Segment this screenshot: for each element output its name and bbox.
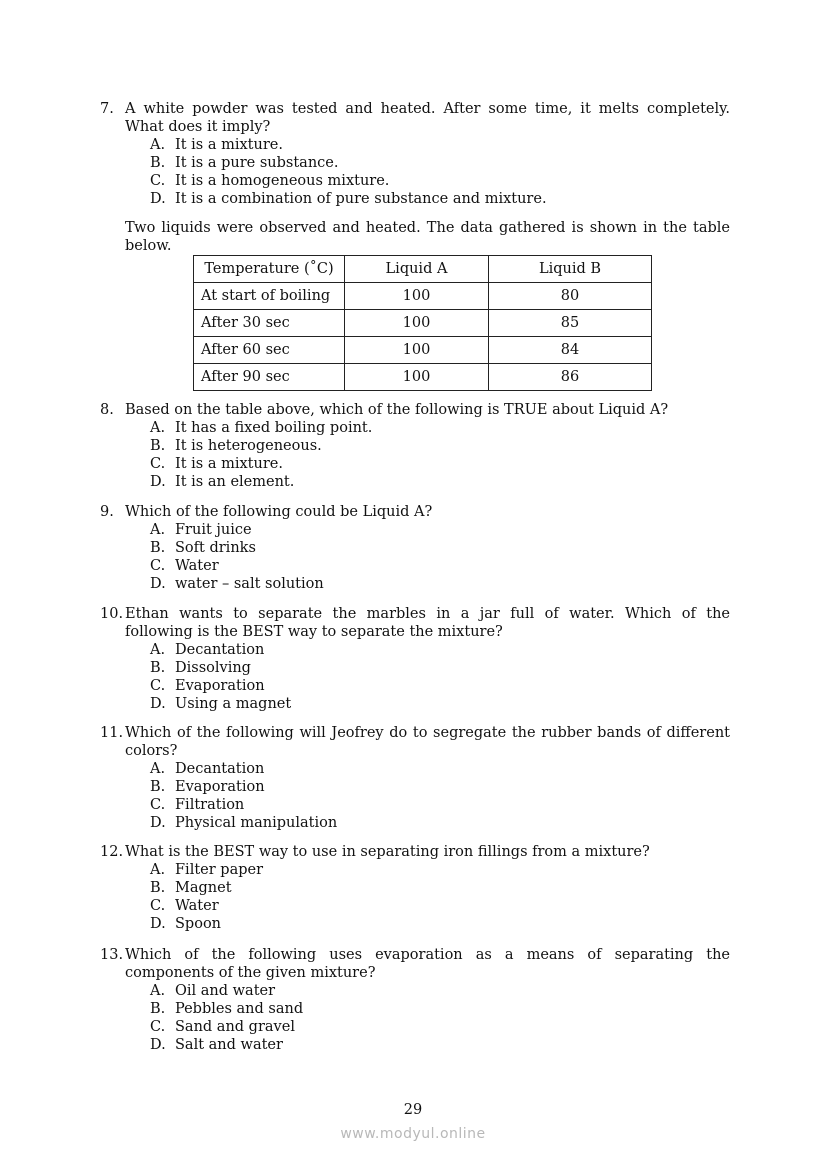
watermark-link[interactable]: www.modyul.online	[340, 1126, 486, 1142]
table-header-row	[194, 256, 652, 283]
option-c: C. It is a homogeneous mixture.	[150, 173, 390, 189]
question-number: 11.	[100, 725, 124, 741]
question-number: 9.	[100, 504, 114, 520]
table-row: After 90 sec 100 86	[194, 364, 652, 391]
table-header: Liquid A	[345, 256, 489, 283]
options-list	[100, 641, 730, 713]
option-d: D. Using a magnet	[150, 696, 292, 712]
table-row: After 30 sec 100 85	[194, 310, 652, 337]
question-number: 13.	[100, 947, 124, 963]
option-b: B. Magnet	[150, 880, 232, 896]
options-list	[100, 982, 730, 1054]
question-8	[100, 401, 730, 491]
option-c: C. Water	[150, 558, 219, 574]
table-header: Liquid B	[489, 256, 652, 283]
question-text: following is the BEST way to separate the mixture?	[125, 624, 503, 640]
option-a: A. It has a fixed boiling point.	[150, 420, 373, 436]
options-list	[100, 760, 730, 832]
question-9	[100, 503, 730, 593]
question-12	[100, 843, 730, 933]
option-b: B. It is a pure substance.	[150, 155, 339, 171]
question-13	[100, 946, 730, 1054]
option-d: D. Spoon	[150, 916, 222, 932]
option-d: D. It is a combination of pure substance and mixture.	[150, 191, 547, 207]
option-c: C. Water	[150, 898, 219, 914]
option-d: D. water – salt solution	[150, 576, 324, 592]
option-c: C. It is a mixture.	[150, 456, 283, 472]
page-number: 29	[403, 1102, 423, 1118]
question-text: What does it imply?	[125, 119, 271, 135]
question-text: A white powder was tested and heated. After some time, it melts completely.	[125, 101, 730, 117]
table-intro-passage: Two liquids were observed and heated. The data gathered is shown in the table below.	[125, 220, 730, 254]
question-text: Which of the following could be Liquid A?	[125, 504, 433, 520]
question-number: 7.	[100, 101, 114, 117]
question-number: 8.	[100, 402, 114, 418]
option-c: C. Filtration	[150, 797, 245, 813]
boiling-data-table	[193, 255, 652, 391]
question-number: 10.	[100, 606, 124, 622]
option-c: C. Sand and gravel	[150, 1019, 295, 1035]
table-row: At start of boiling 100 80	[194, 283, 652, 310]
option-a: A. Decantation	[150, 642, 265, 658]
option-b: B. Soft drinks	[150, 540, 256, 556]
option-d: D. It is an element.	[150, 474, 295, 490]
option-d: D. Salt and water	[150, 1037, 283, 1053]
question-text: components of the given mixture?	[125, 965, 376, 981]
option-b: B. Evaporation	[150, 779, 265, 795]
option-b: B. Dissolving	[150, 660, 251, 676]
question-10	[100, 605, 730, 713]
option-c: C. Evaporation	[150, 678, 265, 694]
question-text: Which of the following uses evaporation as a means of separating the	[125, 947, 730, 963]
option-a: A. Filter paper	[150, 862, 264, 878]
options-list	[100, 419, 730, 491]
question-text: What is the BEST way to use in separating iron fillings from a mixture?	[125, 844, 650, 860]
question-text: Ethan wants to separate the marbles in a jar full of water. Which of the	[125, 606, 730, 622]
option-b: B. Pebbles and sand	[150, 1001, 304, 1017]
options-list	[100, 521, 730, 593]
table-header: Temperature (˚C)	[194, 256, 345, 283]
table-row: After 60 sec 100 84	[194, 337, 652, 364]
question-7	[100, 100, 730, 208]
option-b: B. It is heterogeneous.	[150, 438, 322, 454]
question-number: 12.	[100, 844, 124, 860]
option-a: A. Oil and water	[150, 983, 276, 999]
option-a: A. Decantation	[150, 761, 265, 777]
option-d: D. Physical manipulation	[150, 815, 338, 831]
options-list	[100, 861, 730, 933]
option-a: A. It is a mixture.	[150, 137, 283, 153]
question-text: Based on the table above, which of the following is TRUE about Liquid A?	[125, 402, 669, 418]
question-text: Which of the following will Jeofrey do to segregate the rubber bands of different	[125, 725, 730, 741]
question-text: colors?	[125, 743, 178, 759]
question-11	[100, 724, 730, 832]
options-list	[100, 136, 730, 208]
option-a: A. Fruit juice	[150, 522, 252, 538]
